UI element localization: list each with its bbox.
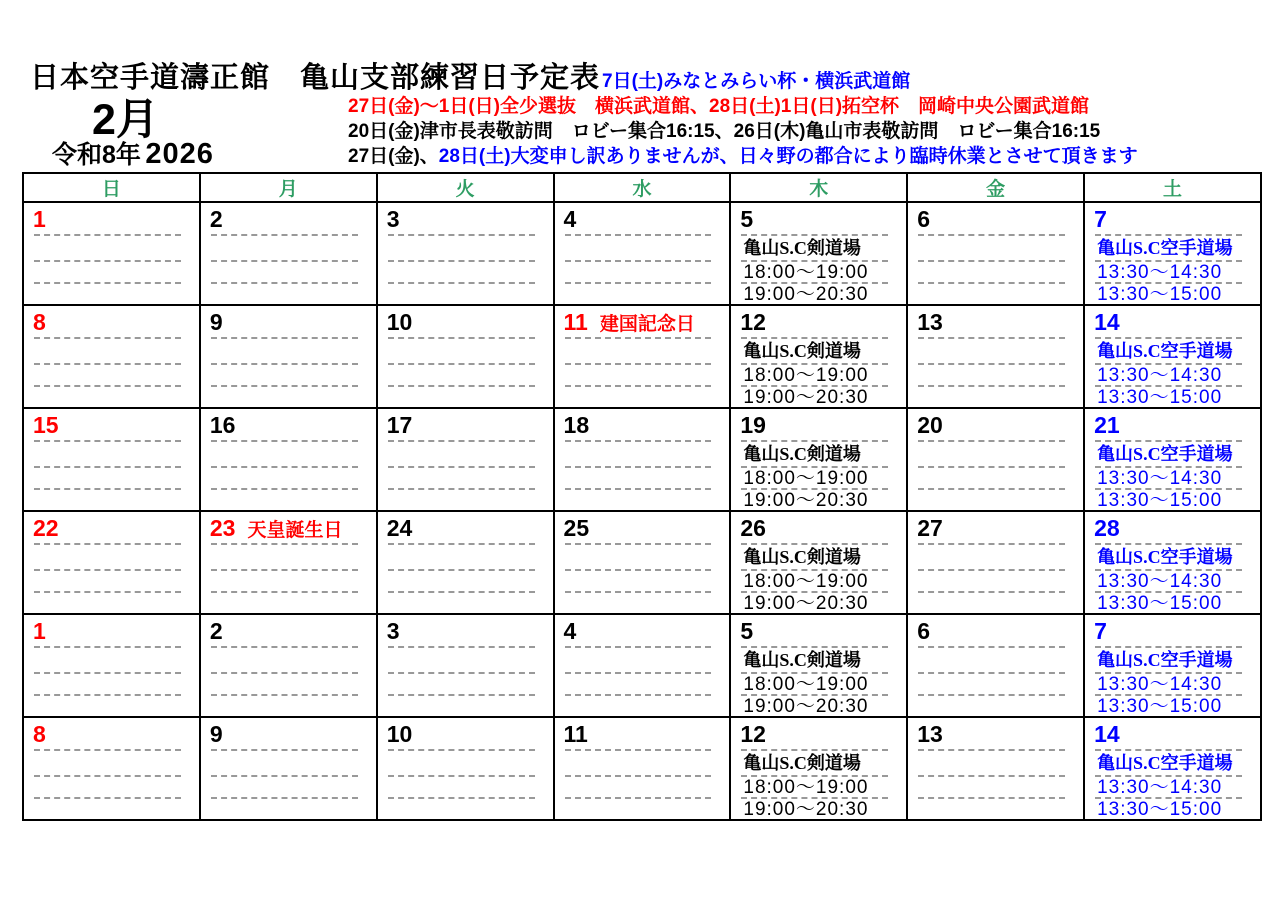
time-line-1: 18:00～19:00 xyxy=(741,466,888,488)
date-row xyxy=(731,306,906,337)
date-row xyxy=(378,409,553,440)
venue-line: 亀山S.C空手道場 xyxy=(1095,440,1242,466)
date-row xyxy=(731,615,906,646)
venue-line xyxy=(918,234,1065,260)
date-number: 18 xyxy=(563,412,590,438)
time-line-1 xyxy=(211,363,358,385)
venue-line xyxy=(388,440,535,466)
time-line-2: 13:30～15:00 xyxy=(1095,282,1242,304)
date-number: 2 xyxy=(209,618,223,644)
venue-line xyxy=(565,440,712,466)
time-line-2 xyxy=(388,488,535,510)
date-number: 15 xyxy=(33,412,59,438)
date-row xyxy=(731,512,906,543)
date-number: 11 xyxy=(563,721,588,747)
calendar-cell-w2-day-11 xyxy=(554,305,731,408)
time-line-1 xyxy=(34,672,181,694)
date-row xyxy=(1085,203,1260,234)
time-line-1 xyxy=(388,569,535,591)
date-row xyxy=(555,409,730,440)
calendar-cell-w6-day-12 xyxy=(730,717,907,820)
time-line-1 xyxy=(565,672,712,694)
calendar-week-6 xyxy=(23,717,1261,820)
date-number: 14 xyxy=(1094,309,1120,335)
month-label: 2月 xyxy=(92,96,159,144)
time-line-2 xyxy=(34,591,181,613)
event-note-minatomirai: 7日(土)みなとみらい杯・横浜武道館 xyxy=(602,71,911,92)
venue-line: 亀山S.C空手道場 xyxy=(1095,543,1242,569)
venue-line: 亀山S.C剣道場 xyxy=(741,440,888,466)
time-line-1: 13:30～14:30 xyxy=(1095,569,1242,591)
time-line-1: 18:00～19:00 xyxy=(741,569,888,591)
time-line-1 xyxy=(34,466,181,488)
venue-line xyxy=(565,646,712,672)
time-line-2: 13:30～15:00 xyxy=(1095,488,1242,510)
time-line-2 xyxy=(918,694,1065,716)
time-line-2: 13:30～15:00 xyxy=(1095,694,1242,716)
calendar-cell-w2-day-13 xyxy=(907,305,1084,408)
calendar-cell-w6-day-14 xyxy=(1084,717,1261,820)
time-line-1: 18:00～19:00 xyxy=(741,363,888,385)
calendar-cell-w5-day-7 xyxy=(1084,614,1261,717)
time-line-1 xyxy=(34,775,181,797)
date-number: 20 xyxy=(917,412,943,438)
date-number: 3 xyxy=(386,206,400,232)
time-line-1: 13:30～14:30 xyxy=(1095,363,1242,385)
calendar-cell-w3-day-20 xyxy=(907,408,1084,511)
date-row xyxy=(908,512,1083,543)
date-row xyxy=(731,203,906,234)
time-line-1 xyxy=(918,466,1065,488)
time-line-2 xyxy=(211,694,358,716)
date-row xyxy=(555,512,730,543)
time-line-2: 19:00～20:30 xyxy=(741,385,888,407)
time-line-1 xyxy=(388,466,535,488)
date-row xyxy=(908,615,1083,646)
time-line-2 xyxy=(388,797,535,819)
date-number: 16 xyxy=(209,412,236,438)
date-number: 7 xyxy=(1094,206,1107,232)
calendar-cell-w6-day-9 xyxy=(200,717,377,820)
time-line-2 xyxy=(34,797,181,819)
venue-line: 亀山S.C剣道場 xyxy=(741,234,888,260)
calendar-cell-w2-day-14 xyxy=(1084,305,1261,408)
note-courtesy-visits: 20日(金)津市長表敬訪問 ロビー集合16:15、26日(木)亀山市表敬訪問 ロビー集合16:15 xyxy=(348,121,1101,142)
calendar-cell-w6-day-10 xyxy=(377,717,554,820)
venue-line xyxy=(34,337,181,363)
weekday-header-4: 木 xyxy=(730,173,907,202)
date-number: 1 xyxy=(33,206,46,232)
date-row xyxy=(1085,512,1260,543)
time-line-2 xyxy=(211,488,358,510)
calendar-cell-w5-day-5 xyxy=(730,614,907,717)
time-line-1 xyxy=(565,775,712,797)
weekday-header-2: 火 xyxy=(377,173,554,202)
date-number: 13 xyxy=(917,309,943,335)
calendar-cell-w1-day-7 xyxy=(1084,202,1261,305)
venue-line xyxy=(918,440,1065,466)
venue-line: 亀山S.C空手道場 xyxy=(1095,337,1242,363)
holiday-label: 天皇誕生日 xyxy=(247,520,343,541)
venue-line xyxy=(211,440,358,466)
calendar-cell-w5-day-3 xyxy=(377,614,554,717)
time-line-1 xyxy=(918,363,1065,385)
time-line-1 xyxy=(918,775,1065,797)
date-number: 25 xyxy=(563,515,590,541)
calendar-cell-w1-day-4 xyxy=(554,202,731,305)
note-closure-message: 28日(土)大変申し訳ありませんが、日々野の都合により臨時休業とさせて頂きます xyxy=(438,146,1138,167)
venue-line xyxy=(565,337,712,363)
date-number: 19 xyxy=(740,412,766,438)
date-row xyxy=(1085,306,1260,337)
time-line-2 xyxy=(388,694,535,716)
venue-line xyxy=(388,234,535,260)
time-line-2: 13:30～15:00 xyxy=(1095,797,1242,819)
date-number: 7 xyxy=(1094,618,1107,644)
date-row xyxy=(378,718,553,749)
date-row xyxy=(24,512,199,543)
date-number: 28 xyxy=(1094,515,1120,541)
time-line-1 xyxy=(211,672,358,694)
date-number: 6 xyxy=(917,618,931,644)
time-line-1 xyxy=(34,363,181,385)
time-line-1 xyxy=(211,260,358,282)
date-row xyxy=(378,306,553,337)
date-number: 21 xyxy=(1094,412,1120,438)
time-line-2 xyxy=(388,385,535,407)
calendar-week-4 xyxy=(23,511,1261,614)
date-number: 12 xyxy=(740,721,766,747)
header-title-line xyxy=(30,55,910,96)
weekday-header-3: 水 xyxy=(554,173,731,202)
venue-line xyxy=(34,749,181,775)
venue-line xyxy=(918,337,1065,363)
date-row xyxy=(555,718,730,749)
date-row xyxy=(908,718,1083,749)
date-number: 22 xyxy=(33,515,59,541)
time-line-2 xyxy=(565,282,712,304)
date-row xyxy=(555,306,730,337)
calendar-cell-w4-day-25 xyxy=(554,511,731,614)
calendar-cell-w6-day-11 xyxy=(554,717,731,820)
time-line-2 xyxy=(918,282,1065,304)
date-number: 17 xyxy=(386,412,413,438)
time-line-1 xyxy=(388,260,535,282)
time-line-1: 13:30～14:30 xyxy=(1095,672,1242,694)
calendar-cell-w1-day-3 xyxy=(377,202,554,305)
date-row xyxy=(201,203,376,234)
calendar-week-3 xyxy=(23,408,1261,511)
date-number: 5 xyxy=(740,618,754,644)
venue-line xyxy=(34,543,181,569)
venue-line xyxy=(34,440,181,466)
time-line-1 xyxy=(211,466,358,488)
date-row xyxy=(201,306,376,337)
date-number: 11 xyxy=(563,309,588,335)
venue-line xyxy=(565,234,712,260)
date-row xyxy=(201,718,376,749)
calendar-cell-w4-day-22 xyxy=(23,511,200,614)
date-row xyxy=(201,512,376,543)
date-number: 27 xyxy=(917,515,943,541)
time-line-1 xyxy=(565,466,712,488)
date-row xyxy=(731,718,906,749)
venue-line: 亀山S.C剣道場 xyxy=(741,337,888,363)
time-line-1 xyxy=(388,672,535,694)
year-label: 2026 xyxy=(145,138,214,170)
date-row xyxy=(24,409,199,440)
date-row xyxy=(24,203,199,234)
date-number: 3 xyxy=(386,618,400,644)
weekday-header-row xyxy=(23,173,1261,202)
time-line-1 xyxy=(388,775,535,797)
time-line-1 xyxy=(918,672,1065,694)
time-line-2 xyxy=(565,488,712,510)
time-line-2: 19:00～20:30 xyxy=(741,797,888,819)
time-line-1 xyxy=(211,569,358,591)
date-row xyxy=(378,203,553,234)
venue-line xyxy=(34,234,181,260)
date-number: 10 xyxy=(386,721,413,747)
era-label: 令和8年 xyxy=(52,141,141,169)
note-temporary-closure xyxy=(348,141,1138,168)
venue-line: 亀山S.C空手道場 xyxy=(1095,234,1242,260)
venue-line xyxy=(565,749,712,775)
time-line-2 xyxy=(565,694,712,716)
date-number: 4 xyxy=(563,206,577,232)
note-tournaments: 27日(金)～1日(日)全少選抜 横浜武道館、28日(土)1日(日)拓空杯 岡崎中央公園武道館 xyxy=(348,96,1090,117)
time-line-2 xyxy=(211,385,358,407)
time-line-1 xyxy=(34,260,181,282)
venue-line xyxy=(388,337,535,363)
venue-line xyxy=(918,543,1065,569)
calendar-cell-w3-day-16 xyxy=(200,408,377,511)
date-number: 14 xyxy=(1094,721,1120,747)
time-line-2 xyxy=(918,385,1065,407)
date-number: 1 xyxy=(33,618,46,644)
calendar-cell-w4-day-23 xyxy=(200,511,377,614)
date-row xyxy=(1085,615,1260,646)
date-row xyxy=(908,409,1083,440)
calendar-cell-w3-day-17 xyxy=(377,408,554,511)
date-row xyxy=(24,306,199,337)
calendar-week-2 xyxy=(23,305,1261,408)
time-line-2 xyxy=(918,488,1065,510)
time-line-1: 13:30～14:30 xyxy=(1095,260,1242,282)
time-line-1 xyxy=(388,363,535,385)
date-number: 5 xyxy=(740,206,754,232)
time-line-1: 13:30～14:30 xyxy=(1095,466,1242,488)
venue-line xyxy=(211,543,358,569)
time-line-2 xyxy=(34,694,181,716)
date-number: 2 xyxy=(209,206,223,232)
date-number: 10 xyxy=(386,309,413,335)
venue-line xyxy=(211,646,358,672)
time-line-2: 19:00～20:30 xyxy=(741,694,888,716)
date-number: 6 xyxy=(917,206,931,232)
date-row xyxy=(908,203,1083,234)
venue-line xyxy=(918,749,1065,775)
calendar-cell-w2-day-10 xyxy=(377,305,554,408)
date-row xyxy=(1085,718,1260,749)
calendar-cell-w5-day-6 xyxy=(907,614,1084,717)
calendar-cell-w4-day-24 xyxy=(377,511,554,614)
venue-line xyxy=(918,646,1065,672)
time-line-2 xyxy=(34,488,181,510)
time-line-1: 18:00～19:00 xyxy=(741,260,888,282)
calendar-cell-w5-day-4 xyxy=(554,614,731,717)
calendar-cell-w1-day-5 xyxy=(730,202,907,305)
date-row xyxy=(378,615,553,646)
calendar-cell-w1-day-1 xyxy=(23,202,200,305)
venue-line xyxy=(211,749,358,775)
time-line-1: 18:00～19:00 xyxy=(741,775,888,797)
date-number: 24 xyxy=(386,515,413,541)
date-number: 23 xyxy=(209,515,236,541)
time-line-2 xyxy=(388,282,535,304)
venue-line: 亀山S.C空手道場 xyxy=(1095,749,1242,775)
calendar-cell-w4-day-27 xyxy=(907,511,1084,614)
date-number: 9 xyxy=(209,309,223,335)
weekday-header-0: 日 xyxy=(23,173,200,202)
date-number: 8 xyxy=(33,721,46,747)
time-line-2: 19:00～20:30 xyxy=(741,591,888,613)
calendar-table xyxy=(22,172,1262,821)
time-line-2: 13:30～15:00 xyxy=(1095,591,1242,613)
time-line-2 xyxy=(211,591,358,613)
time-line-2 xyxy=(211,797,358,819)
date-number: 8 xyxy=(33,309,46,335)
page-title: 日本空手道濤正館 亀山支部練習日予定表 xyxy=(30,62,601,94)
time-line-1 xyxy=(565,260,712,282)
calendar-cell-w5-day-1 xyxy=(23,614,200,717)
weekday-header-5: 金 xyxy=(907,173,1084,202)
venue-line xyxy=(388,543,535,569)
venue-line xyxy=(34,646,181,672)
date-row xyxy=(24,718,199,749)
date-row xyxy=(378,512,553,543)
venue-line xyxy=(211,337,358,363)
venue-line: 亀山S.C剣道場 xyxy=(741,646,888,672)
calendar-week-5 xyxy=(23,614,1261,717)
calendar-cell-w3-day-18 xyxy=(554,408,731,511)
venue-line: 亀山S.C剣道場 xyxy=(741,749,888,775)
date-row xyxy=(24,615,199,646)
time-line-1: 18:00～19:00 xyxy=(741,672,888,694)
calendar-week-1 xyxy=(23,202,1261,305)
time-line-1 xyxy=(34,569,181,591)
date-row xyxy=(201,615,376,646)
venue-line: 亀山S.C空手道場 xyxy=(1095,646,1242,672)
date-number: 9 xyxy=(209,721,223,747)
venue-line xyxy=(388,646,535,672)
time-line-2: 19:00～20:30 xyxy=(741,488,888,510)
note-closure-dates: 27日(金)、 xyxy=(348,146,439,167)
time-line-2 xyxy=(34,385,181,407)
time-line-2 xyxy=(565,797,712,819)
venue-line: 亀山S.C剣道場 xyxy=(741,543,888,569)
holiday-label: 建国記念日 xyxy=(599,314,695,335)
time-line-2 xyxy=(388,591,535,613)
calendar-cell-w1-day-2 xyxy=(200,202,377,305)
time-line-2: 13:30～15:00 xyxy=(1095,385,1242,407)
venue-line xyxy=(388,749,535,775)
calendar-cell-w2-day-8 xyxy=(23,305,200,408)
time-line-2 xyxy=(565,385,712,407)
date-row xyxy=(1085,409,1260,440)
date-row xyxy=(201,409,376,440)
time-line-1 xyxy=(918,569,1065,591)
venue-line xyxy=(211,234,358,260)
time-line-2 xyxy=(211,282,358,304)
time-line-1 xyxy=(565,363,712,385)
time-line-1 xyxy=(565,569,712,591)
calendar-cell-w1-day-6 xyxy=(907,202,1084,305)
calendar-cell-w2-day-9 xyxy=(200,305,377,408)
date-row xyxy=(731,409,906,440)
date-number: 26 xyxy=(740,515,766,541)
calendar-cell-w4-day-26 xyxy=(730,511,907,614)
weekday-header-6: 土 xyxy=(1084,173,1261,202)
time-line-2 xyxy=(918,591,1065,613)
calendar-cell-w3-day-15 xyxy=(23,408,200,511)
venue-line xyxy=(565,543,712,569)
calendar-cell-w3-day-19 xyxy=(730,408,907,511)
calendar-cell-w3-day-21 xyxy=(1084,408,1261,511)
time-line-1: 13:30～14:30 xyxy=(1095,775,1242,797)
calendar-cell-w6-day-8 xyxy=(23,717,200,820)
calendar-cell-w2-day-12 xyxy=(730,305,907,408)
date-number: 12 xyxy=(740,309,766,335)
time-line-2: 19:00～20:30 xyxy=(741,282,888,304)
date-row xyxy=(555,615,730,646)
time-line-1 xyxy=(918,260,1065,282)
time-line-2 xyxy=(565,591,712,613)
date-number: 4 xyxy=(563,618,577,644)
date-row xyxy=(555,203,730,234)
calendar-cell-w5-day-2 xyxy=(200,614,377,717)
date-row xyxy=(908,306,1083,337)
time-line-1 xyxy=(211,775,358,797)
calendar-cell-w6-day-13 xyxy=(907,717,1084,820)
era-year-line xyxy=(52,135,214,171)
weekday-header-1: 月 xyxy=(200,173,377,202)
calendar-cell-w4-day-28 xyxy=(1084,511,1261,614)
time-line-2 xyxy=(34,282,181,304)
date-number: 13 xyxy=(917,721,943,747)
time-line-2 xyxy=(918,797,1065,819)
